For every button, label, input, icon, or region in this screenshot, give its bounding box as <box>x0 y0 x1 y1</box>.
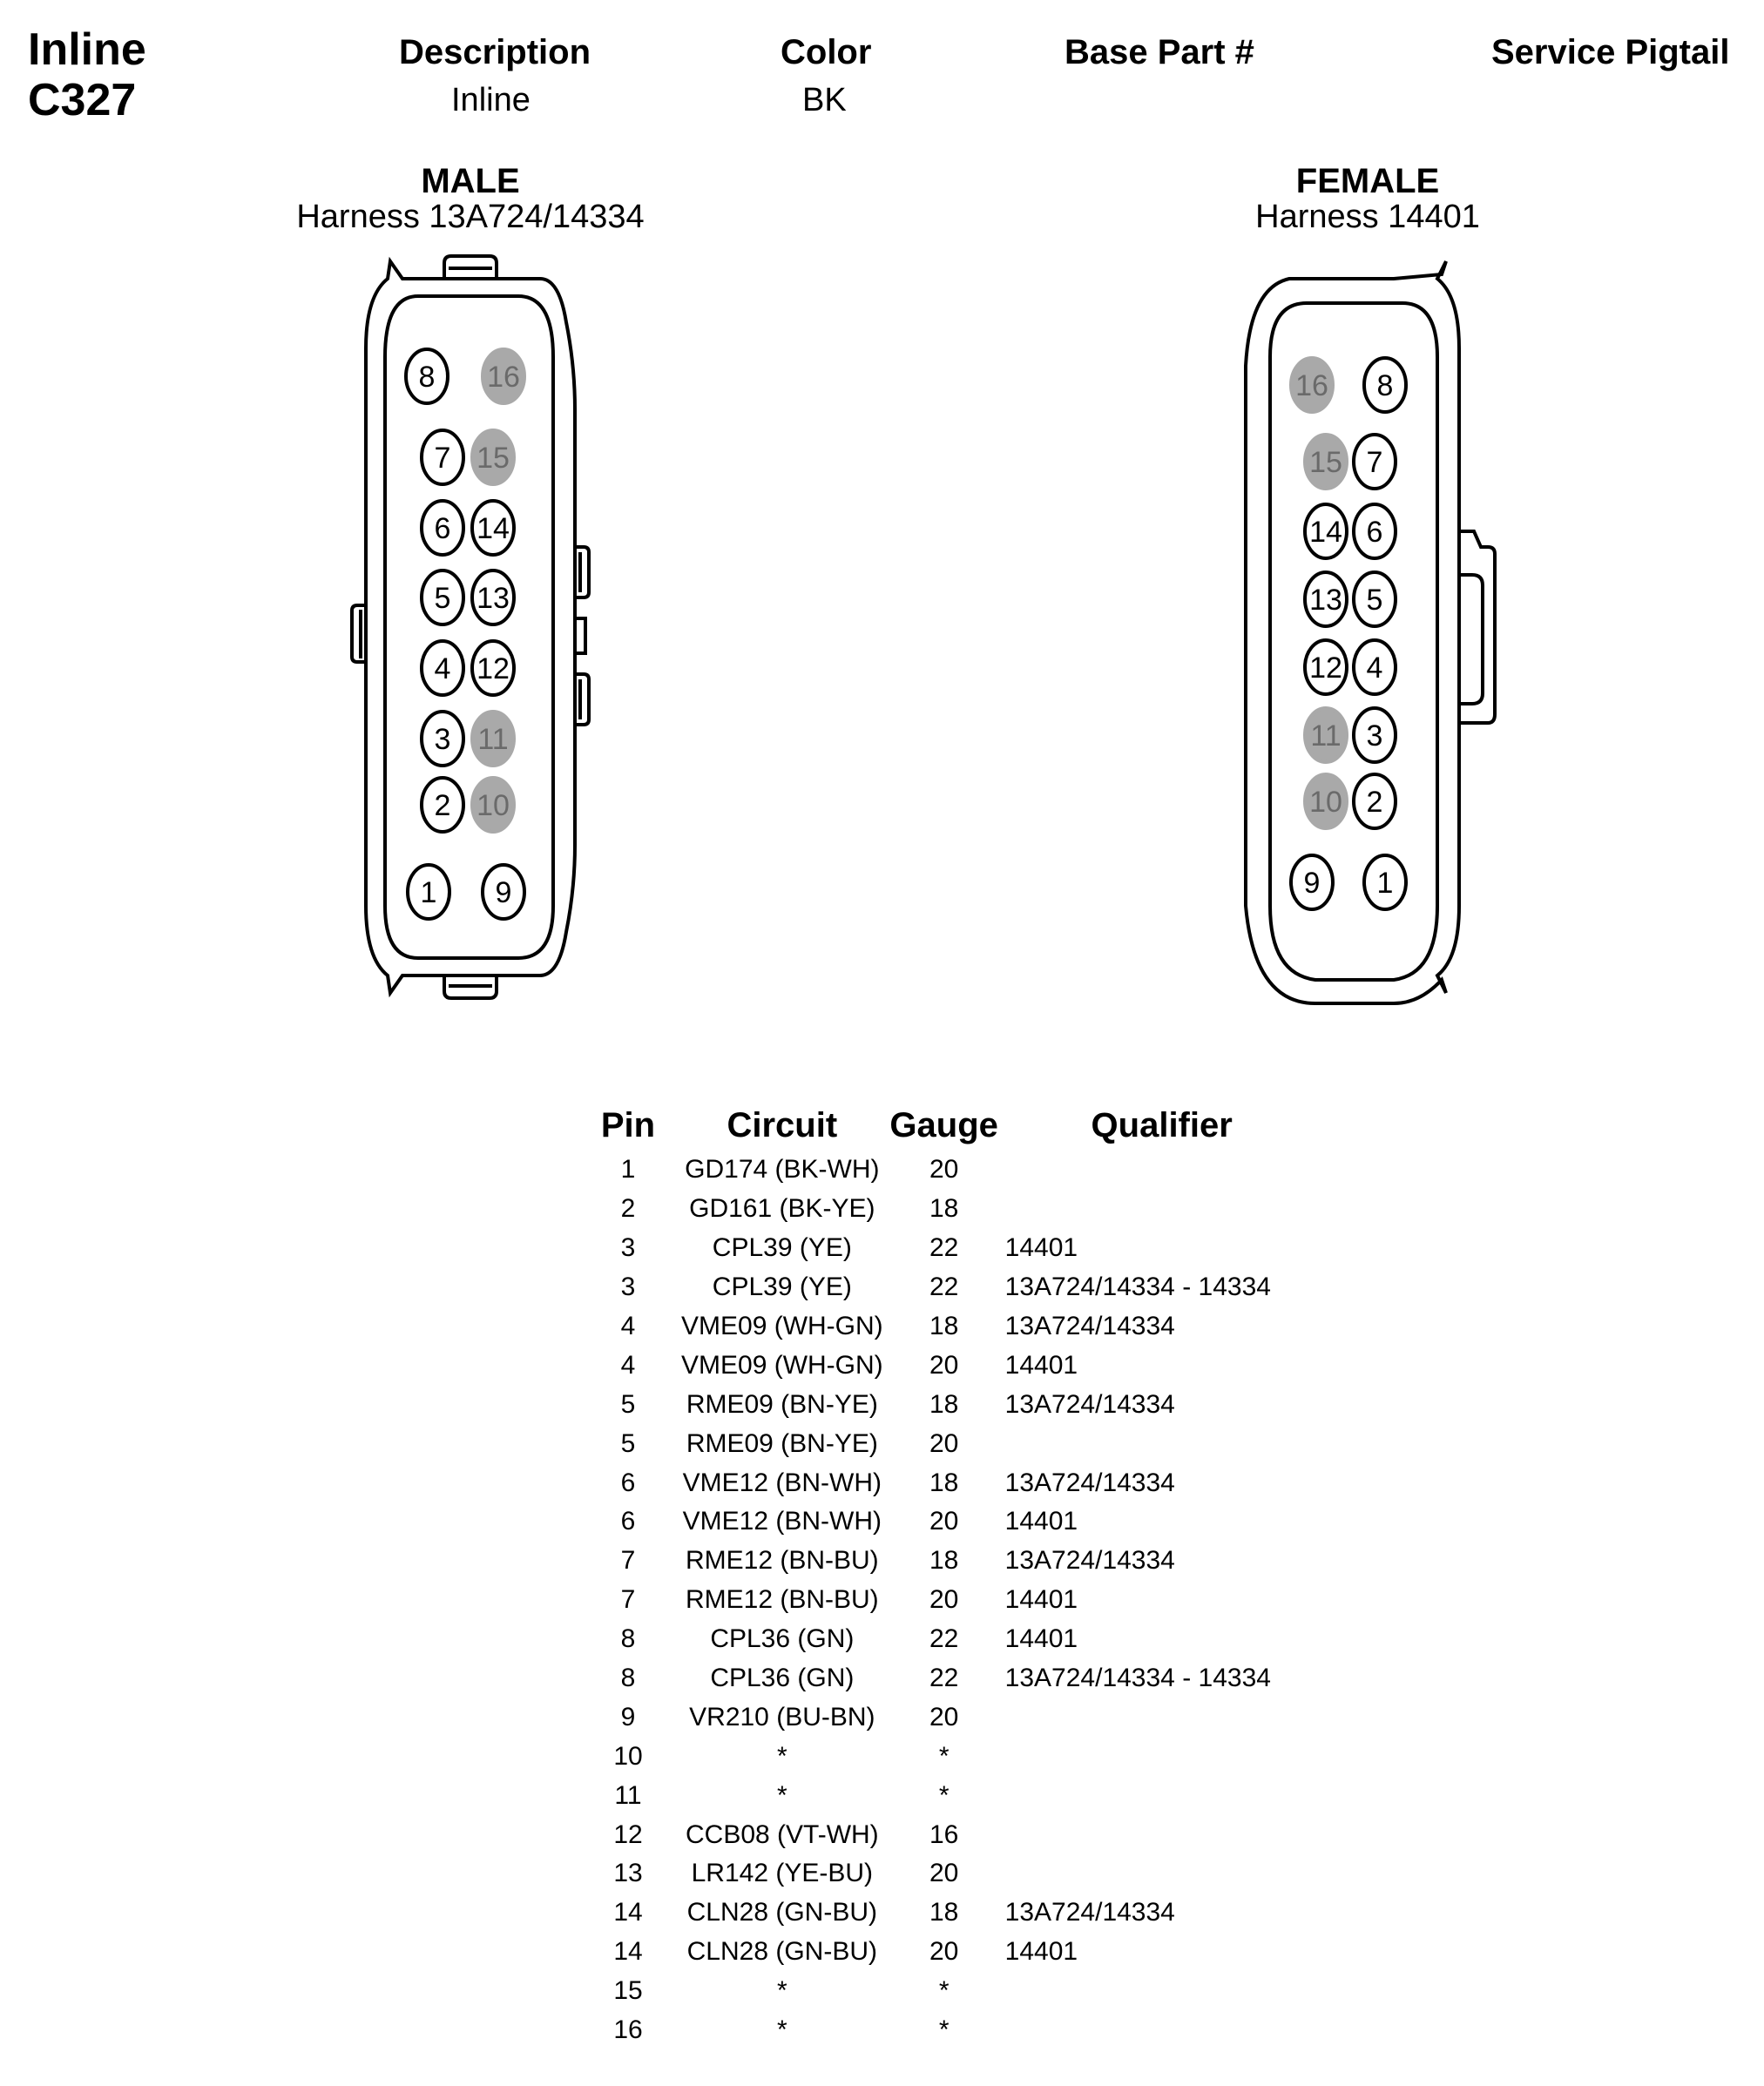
pin-10-label: 10 <box>476 789 510 822</box>
header-color: Color <box>781 33 872 71</box>
cell-pin: 9 <box>620 1702 636 1732</box>
header-description: Description <box>399 33 591 71</box>
pin-13-label: 13 <box>476 582 510 615</box>
cell-circuit: CCB08 (VT-WH) <box>685 1819 879 1849</box>
cell-pin: 13 <box>613 1859 643 1888</box>
cell-circuit: CPL39 (YE) <box>712 1233 852 1263</box>
cell-circuit: * <box>776 1780 787 1810</box>
pin-16-label: 16 <box>1295 369 1328 402</box>
cell-gauge: 18 <box>929 1194 959 1224</box>
table-row <box>575 1190 1319 1229</box>
pin-11-label: 11 <box>1310 719 1342 753</box>
pin-6-label: 6 <box>1366 516 1383 549</box>
col-pin: Pin <box>600 1106 656 1144</box>
pin-table <box>575 1106 1319 2049</box>
cell-circuit: CPL36 (GN) <box>710 1664 855 1693</box>
cell-circuit: VME12 (BN-WH) <box>682 1507 882 1536</box>
connector-id: C327 <box>28 75 137 125</box>
table-row <box>575 1229 1319 1268</box>
cell-qualifier: 13A724/14334 <box>1004 1898 1175 1927</box>
cell-pin: 15 <box>613 1976 643 2006</box>
cell-qualifier: 13A724/14334 <box>1004 1389 1175 1419</box>
cell-gauge: 18 <box>929 1312 959 1340</box>
cell-circuit: VME09 (WH-GN) <box>681 1350 883 1380</box>
cell-qualifier: 13A724/14334 <box>1004 1546 1175 1576</box>
female-harness: Harness 14401 <box>1255 199 1480 235</box>
cell-gauge: 18 <box>929 1389 959 1419</box>
pin-10-label: 10 <box>1309 786 1342 819</box>
pin-14-label: 14 <box>1309 516 1342 549</box>
cell-pin: 2 <box>620 1194 636 1224</box>
table-row <box>575 1542 1319 1581</box>
cell-gauge: 20 <box>929 1428 959 1458</box>
cell-gauge: 22 <box>929 1233 959 1263</box>
cell-circuit: GD161 (BK-YE) <box>689 1194 875 1224</box>
cell-pin: 3 <box>620 1233 636 1263</box>
cell-gauge: * <box>938 1780 950 1810</box>
col-gauge: Gauge <box>889 1106 998 1144</box>
cell-pin: 14 <box>613 1937 643 1967</box>
cell-circuit: VME09 (WH-GN) <box>681 1312 883 1340</box>
pin-5-label: 5 <box>1366 584 1383 617</box>
female-connector-diagram <box>1228 244 1516 1028</box>
pin-8-label: 8 <box>1376 369 1394 402</box>
cell-circuit: RME09 (BN-YE) <box>686 1389 878 1419</box>
cell-gauge: 20 <box>929 1507 959 1536</box>
cell-qualifier <box>1005 1854 1319 1894</box>
pin-15-label: 15 <box>476 442 510 475</box>
table-row <box>575 1659 1319 1698</box>
pin-4-label: 4 <box>434 652 451 685</box>
pin-7-label: 7 <box>434 442 451 475</box>
cell-qualifier <box>1005 1815 1319 1854</box>
pin-4-label: 4 <box>1366 651 1383 685</box>
female-title: FEMALE <box>1295 162 1440 200</box>
cell-gauge: 22 <box>929 1624 959 1654</box>
pin-1-label: 1 <box>420 876 437 909</box>
pin-9-label: 9 <box>495 876 512 909</box>
connector-type: Inline <box>28 24 146 75</box>
table-row <box>575 2011 1319 2050</box>
cell-gauge: 22 <box>929 1664 959 1693</box>
table-row <box>575 1581 1319 1620</box>
table-row <box>575 1854 1319 1894</box>
cell-gauge: * <box>938 1976 950 2006</box>
pin-7-label: 7 <box>1366 446 1383 479</box>
cell-qualifier <box>1005 1190 1319 1229</box>
table-row <box>575 1268 1319 1307</box>
cell-circuit: * <box>776 1976 787 2006</box>
pin-3-label: 3 <box>434 723 451 756</box>
table-row <box>575 1776 1319 1815</box>
cell-circuit: * <box>776 2015 787 2045</box>
cell-pin: 14 <box>613 1898 643 1927</box>
col-circuit: Circuit <box>727 1106 838 1144</box>
cell-pin: 6 <box>620 1468 636 1497</box>
cell-pin: 5 <box>620 1428 636 1458</box>
cell-pin: 8 <box>620 1624 636 1654</box>
cell-qualifier: 14401 <box>1004 1585 1078 1615</box>
cell-circuit: CLN28 (GN-BU) <box>686 1937 878 1967</box>
pin-12-label: 12 <box>476 652 510 685</box>
cell-circuit: VR210 (BU-BN) <box>689 1702 875 1732</box>
header-base-part: Base Part # <box>1064 33 1254 71</box>
cell-qualifier: 13A724/14334 <box>1004 1468 1175 1497</box>
cell-circuit: * <box>776 1741 787 1771</box>
cell-circuit: RME09 (BN-YE) <box>686 1428 878 1458</box>
pin-6-label: 6 <box>434 512 451 545</box>
cell-qualifier: 14401 <box>1004 1233 1078 1263</box>
cell-pin: 6 <box>620 1507 636 1536</box>
cell-pin: 8 <box>620 1664 636 1693</box>
pin-8-label: 8 <box>418 361 436 394</box>
cell-gauge: 20 <box>929 1155 959 1185</box>
cell-gauge: 20 <box>929 1937 959 1967</box>
table-row <box>575 1346 1319 1385</box>
cell-qualifier <box>1005 2011 1319 2050</box>
cell-circuit: CPL39 (YE) <box>712 1273 852 1302</box>
cell-gauge: 20 <box>929 1859 959 1888</box>
cell-pin: 11 <box>614 1780 642 1810</box>
table-row <box>575 1502 1319 1542</box>
cell-qualifier: 14401 <box>1004 1350 1078 1380</box>
table-row <box>575 1307 1319 1347</box>
cell-circuit: RME12 (BN-BU) <box>685 1585 879 1615</box>
header-service-pigtail: Service Pigtail <box>1491 33 1730 71</box>
cell-gauge: 18 <box>929 1898 959 1927</box>
cell-qualifier: 14401 <box>1004 1507 1078 1536</box>
table-row <box>575 1815 1319 1854</box>
table-row <box>575 1463 1319 1502</box>
cell-qualifier: 14401 <box>1004 1624 1078 1654</box>
cell-qualifier: 13A724/14334 - 14334 <box>1004 1664 1271 1693</box>
table-row <box>575 1385 1319 1424</box>
pin-14-label: 14 <box>476 512 510 545</box>
cell-gauge: 22 <box>929 1273 959 1302</box>
cell-qualifier <box>1005 1737 1319 1776</box>
cell-qualifier: 13A724/14334 <box>1004 1312 1175 1340</box>
cell-circuit: LR142 (YE-BU) <box>691 1859 874 1888</box>
cell-circuit: CPL36 (GN) <box>710 1624 855 1654</box>
cell-gauge: 20 <box>929 1585 959 1615</box>
connector-title <box>28 24 146 125</box>
pin-1-label: 1 <box>1376 867 1394 900</box>
cell-pin: 5 <box>620 1389 636 1419</box>
cell-qualifier <box>1005 1972 1319 2011</box>
col-qualifier: Qualifier <box>1091 1106 1233 1144</box>
table-row <box>575 1972 1319 2011</box>
cell-gauge: 20 <box>929 1350 959 1380</box>
pin-3-label: 3 <box>1366 719 1383 753</box>
pin-11-label: 11 <box>477 723 509 756</box>
pin-16-label: 16 <box>487 361 520 394</box>
cell-circuit: RME12 (BN-BU) <box>685 1546 879 1576</box>
cell-pin: 7 <box>620 1546 636 1576</box>
table-row <box>575 1424 1319 1463</box>
pin-9-label: 9 <box>1303 867 1321 900</box>
male-title: MALE <box>421 162 520 200</box>
table-row <box>575 1620 1319 1659</box>
cell-gauge: * <box>938 2015 950 2045</box>
pin-5-label: 5 <box>434 582 451 615</box>
cell-gauge: * <box>938 1741 950 1771</box>
table-row <box>575 1894 1319 1933</box>
pin-13-label: 13 <box>1309 584 1342 617</box>
description-value: Inline <box>451 82 531 118</box>
cell-gauge: 18 <box>929 1468 959 1497</box>
pin-12-label: 12 <box>1309 651 1342 685</box>
cell-pin: 4 <box>620 1312 636 1340</box>
table-row <box>575 1933 1319 1972</box>
cell-circuit: GD174 (BK-WH) <box>685 1155 880 1185</box>
male-connector-diagram <box>331 244 618 1028</box>
male-harness: Harness 13A724/14334 <box>296 199 645 235</box>
cell-pin: 7 <box>620 1585 636 1615</box>
cell-pin: 16 <box>613 2015 643 2045</box>
cell-gauge: 20 <box>929 1702 959 1732</box>
cell-circuit: VME12 (BN-WH) <box>682 1468 882 1497</box>
pin-2-label: 2 <box>434 789 451 822</box>
cell-qualifier: 14401 <box>1004 1937 1078 1967</box>
pin-15-label: 15 <box>1309 446 1342 479</box>
cell-qualifier: 13A724/14334 - 14334 <box>1004 1273 1271 1302</box>
cell-qualifier <box>1005 1151 1319 1190</box>
pin-table-header <box>575 1106 1319 1151</box>
cell-pin: 3 <box>620 1273 636 1302</box>
cell-pin: 4 <box>620 1350 636 1380</box>
cell-pin: 1 <box>620 1155 636 1185</box>
cell-gauge: 18 <box>929 1546 959 1576</box>
cell-qualifier <box>1005 1698 1319 1737</box>
pin-2-label: 2 <box>1366 786 1383 819</box>
table-row <box>575 1737 1319 1776</box>
cell-qualifier <box>1005 1776 1319 1815</box>
cell-circuit: CLN28 (GN-BU) <box>686 1898 878 1927</box>
table-row <box>575 1151 1319 1190</box>
cell-qualifier <box>1005 1424 1319 1463</box>
color-value: BK <box>802 82 847 118</box>
table-row <box>575 1698 1319 1737</box>
cell-gauge: 16 <box>929 1819 959 1849</box>
cell-pin: 10 <box>613 1741 643 1771</box>
cell-pin: 12 <box>613 1819 643 1849</box>
